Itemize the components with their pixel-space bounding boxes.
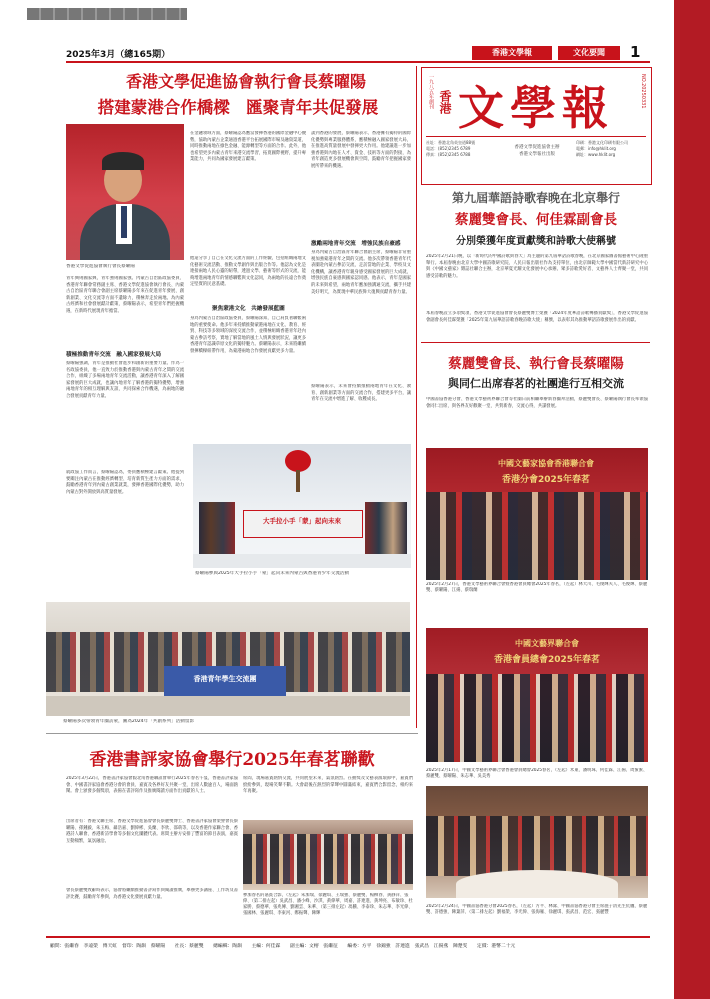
lead-col1-text-c: 就政協工作而言，蔡曜陽認為，委員應積極建言獻策。他提到要關注內蒙古在推動經濟轉型、培育新質生產力方面的需求，鼓勵香港青年到內蒙古創業就業，發揮香港國際化優勢，助力內蒙古對外開放與高質量發展。 [66, 470, 184, 495]
story4-photo [243, 820, 413, 890]
story3-photo-1 [426, 448, 648, 580]
portrait-caption: 香港文學促進協會執行會長蔡曜陽 [66, 264, 135, 269]
masthead-year: 一九八五年創刊 [428, 74, 434, 109]
story3-photo-3 [426, 786, 648, 898]
masthead-info-right: 印刷：香港文化印刷有限公司 電郵：info@hklit.org 網址：www.hklit.org [576, 140, 628, 157]
masthead-info-left: 社址：香港北角英皇道88號 電話：(852)2345 6789 傳真：(852)2345 6788 [426, 140, 476, 157]
story3-headline-1: 蔡麗雙會長、執行會長蔡曜陽 [448, 356, 624, 372]
lead-col2-text-a: 在金融領域方面，蔡曜陽認為應當發揮香港的國際金融中心優勢，協助內蒙古企業通過香港平台拓展國際市場及融資渠道，同時推動兩地在綠色金融、能源轉型等方面的合作。此外，他也希望更多內蒙古青年來港交流學習，拓寬國際視野，提升專業能力，共同為國家發展建言獻策。 [190, 131, 306, 163]
newspaper-masthead [421, 67, 652, 185]
story3-body: 中國書協香港分會、香港文學藝術界聯合會等社團日前相繼舉辦新春團拜活動，蔡麗雙會長、蔡曜陽執行會長率領協會同仁出席，與各界友好歡聚一堂，共賀新春，交流心得，共謀發展。 [426, 397, 648, 409]
lead-col1-text-b: 蔡曜陽強調，青年是推動社會進步和創新的重要力量。作為一名政協委員，他一直致力於推動香港與內蒙古青年之間的交流合作，組織了多場兩地青年交流活動，讓香港青年深入了解國家發展的巨大成就，也讓內地青年了解香港的獨特優勢，增強兩地青年的相互理解與友誼，共同探索合作機遇，為兩地的融合發展貢獻青年力量。 [66, 361, 184, 399]
story3-banner2-line2: 香港會員總會2025年春茗 [493, 655, 601, 665]
story3-headline-2: 與同仁出席春茗的社團進行互相交流 [448, 377, 624, 390]
lead-col3-text-b: 身為內蒙古自治區青年聯合會副主席，蔡曜陽非常重視加強蒙港青年之間的交流。他多次帶領香港青年代表團赴內蒙古參訪交流，走訪當地的企業、學校及文化機構，讓香港青年親身感受國家發展的巨大成就，增強民族自豪感與國家認同感。他表示，青年是國家的未來與希望，兩地青年應加強溝通交流，攜手共建美好明天，為實現中華民族偉大復興貢獻青春力量。 [311, 250, 411, 295]
story2-headline-top: 第九屆華語詩歌春晚在北京舉行 [451, 191, 620, 205]
footer-rule [46, 936, 650, 938]
story3-banner2-line1: 中國文藝界聯合會 [515, 639, 579, 648]
story4-col2-text: 席間，現場嘉賓熱情交流，共同展望未來，氣氛熱烈。在抽獎及文藝表演環節中，嘉賓們紛紛參與，現場笑聲不斷。大會最後在熱烈的掌聲中圓滿結束，嘉賓們合影留念，相約來年再聚。 [243, 776, 413, 795]
story2-headline-main: 蔡麗雙會長、何佳霖副會長 [455, 212, 617, 228]
section-tag: 香港文學報 [472, 46, 552, 60]
lead-col1-subhead: 積極推動青年交流 融入國家發展大局 [66, 352, 162, 358]
story4-top-rule [46, 733, 418, 734]
top-gray-bar [27, 8, 187, 20]
masthead-info-center: 香港文學促進協會主辦 香港文學報社出版 [514, 145, 560, 157]
lead-col2-text-b: 他還分享了自己在文化交流方面的工作經驗，包括組織兩地文化藝術交流活動、推動文學創作與出版合作等。他認為文化是連接兩地人民心靈的紐帶，透過文學、藝術等形式的交流，能夠增進兩地青年的情感聯繫與文化認同，為兩地的長遠合作奠定堅實的民意基礎。 [190, 256, 306, 288]
story4-photo-caption: 參加春茗的嘉賓合影，（左起）朱加瑞、徐麗琪、王瑞強、蔡麗雙、楊柳春、黃靜萍、張偉、（第二排左起）吳武昌、潘小峰、沙淇、黃偉華、周嘉、許連進、黃坤亮、布敏珍、杜家勝、蔡德華、張兆傳、劉湘雲、朱華、（第三排左起）馮騰、李泰珍、朱志華、李光偉、張國林、張麗琪、李東河、鄭振聲、陳輝 [243, 893, 413, 916]
story4-col1-text-c: 會長蔡麗雙致辭時表示，協會將繼續推動書評寫作與閱讀推廣，舉辦更多講座、工作坊及書評比賽，鼓勵青年參與，為香港文化發展貢獻力量。 [66, 888, 238, 900]
masthead-title: 文學報 [458, 81, 614, 135]
story2-headline-sub: 分別榮獲年度貢獻獎和詩歌大使稱號 [456, 236, 616, 247]
story3-caption-3: 2025年2月24日，中國書協香港分會2025春茗，（左起）方平、林潔、中國書協香港分會主席施子清先生伉儷、蔡麗雙、許德強、陳葉萍、（第二排左起）劉福榮、李光偉、張海雁、徐麗琪、張武昌、范宏、張麗豐 [426, 904, 648, 915]
event-photo [193, 444, 411, 568]
column-divider [416, 66, 417, 728]
group-photo-caption: 蔡曜陽多次帶領青年團訪蒙，圖為2024年「共創系列」活動留影 [63, 719, 195, 724]
story2-body-b: 本屆春晚設立多項獎項，香港文學促進協會會長蔡麗雙博士榮獲「2024年度華語詩歌傳播貢獻獎」，香港文學促進協會副會長何佳霖榮獲「2025年第九屆華語詩歌春晚詩歌大使」稱號，以表彰其為推動華語詩歌發展作出的貢獻。 [426, 311, 648, 323]
section-name: 文化要聞 [558, 46, 620, 60]
story4-col1-text-b: 出席者有：香港文聯主席、香港文學促進協會會長蔡麗雙博士、香港書評家協會榮譽會長蔡曜陽、孫鍾毅、朱玉梅、聶浩嘉、劉偉彬、吳蘭、李欣、邵萌等，以及香港作家聯合會、香港詩人聯會、香港新詩學會等多個文化團體代表。席間主辦方安排了豐富的節目表演，嘉賓互動頻繁，氣氛融洽。 [66, 819, 238, 844]
group-photo [46, 602, 410, 716]
lead-col1-text-a: 青年興則國家興，青年強則國家強。內蒙古自治區政協委員、香港青年聯會常務副主席、香港文學促進協會執行會長、內蒙古自治區青年聯合會副主席蔡曜陽多年來在促進青年發展、創新創業、文化交流等方面不遺餘力，積極奔走於兩地。為內蒙古經濟和社會發展獻計獻策，蔡曜陽表示，希望青年們把握機遇，在新時代展現青年擔當。 [66, 276, 184, 314]
group-banner-text: 香港青年學生交流團 [193, 675, 257, 683]
lead-col3-text-a: 談到香港的發展，蔡曜陽表示，香港擁有獨特的國際化優勢與專業服務體系，應積極融入國家發展大局，在推進高質量發展中發揮更大作用。他建議進一步加強香港與內地在人才、資金、技術等方面的對接，為青年創造更多發展機會與空間，鼓勵青年把握國家發展所帶來的機遇。 [311, 131, 411, 169]
story2-divider [421, 342, 650, 343]
story3-photo-2 [426, 628, 648, 762]
portrait-photo [66, 124, 184, 260]
event-banner-text: 大手拉小手「蒙」起向未來 [263, 517, 341, 525]
story3-caption-2: 2025年2月17日，中國文學藝術界聯合會香港會員總會2025春茗，（左起）米東、潘明珠、何佳霖、江揚、周蜜蜜、蔡麗雙、蔡曜陽、朱志華、吳美秀 [426, 768, 648, 779]
lead-headline-1: 香港文學促進協會執行會長蔡曜陽 [125, 72, 366, 91]
masthead-reg: NO.20250331 [640, 74, 646, 109]
page-number: 1 [630, 43, 641, 61]
story4-col1-text: 2025年3月22日，香港書評家協會假北角香港聯誼會舉行2025年春茗午宴，香港書評家協會、中國書評家協會香港分會的會員、嘉賓及各界好友共聚一堂，出席人數逾百人，場面熱鬧。會上頒發多個獎項，表揚在書評寫作及推廣閱讀方面作出貢獻的人士。 [66, 776, 238, 795]
story4-headline: 香港書評家協會舉行2025年春茗聯歡 [89, 750, 375, 770]
masthead-city: 香港 [438, 90, 452, 114]
lead-col2-text-c: 身為內蒙古自治區政協委員，蔡曜陽深知，自己肩負著聯繫兩地的重要使命。他多年來持續推動蒙港兩地在文化、教育、經貿、科技等多領域的深度交流合作，並積極組織香港青年赴內蒙古參訪考察，實地了解當地的風土人情與發展狀況，讓更多香港青年認識草原文化的獨特魅力。蔡曜陽表示，未來將繼續發揮橋樑紐帶作用，為蒙港兩地合作發展貢獻更多力量。 [190, 316, 306, 354]
masthead-rule [66, 61, 650, 63]
event-photo-caption: 蔡曜陽參與2025年大手拉小手「蒙」起向未來內蒙古與香港青少年交流活動 [195, 571, 350, 576]
footer-credits: 顧問：張繼春 李遠榮 傅天虹 督印：陶韻 蔡曜陽 社長：蔡麗雙 總編輯：陶韻 主編：何佳霖 副主編：文榕 張繼征 編委：方平 徐錦強 許連進 張武昌 江揚燕 陳楚雯 定價：港幣二十元 [50, 944, 516, 949]
lead-col3-subhead: 激勵兩地青年交流 增強民族自豪感 [311, 241, 401, 247]
right-red-sidebar [674, 0, 710, 999]
lead-col2-subhead: 聚焦蒙港文化 共繪發展藍圖 [212, 306, 285, 312]
story2-body-a: 2025年2月21日晚，以「新時代的中國詩歌與春天」為主題的第九屆華語詩歌春晚，在北京國家圖書館藝術中心隆重舉行。本屆春晚由北京大學中國詩歌研究院、人民日報出版社作為支持單位，由北京師範大學中國當代新詩研究中心與《中國文藝家》雜誌社聯合主辦，北京華夏光耀文化發展中心承辦。眾多詩歌愛好者、文藝界人士齊聚一堂，共同感受詩歌的魅力。 [426, 254, 648, 279]
story3-banner1-line1: 中國文藝家協會香港聯合會 [498, 459, 594, 468]
date-issue: 2025年3月（總165期） [66, 50, 171, 60]
lead-headline-2: 搭建蒙港合作橋樑 匯聚青年共促發展 [97, 98, 379, 117]
story3-banner1-line2: 香港分會2025年春茗 [501, 475, 591, 485]
story3-caption-1: 2025年2月27日，香港文學藝術界聯合會暨香港會員總會2025年春茗，（左起）林大川、毛俊輝夫人、毛俊輝、蔡麗雙、蔡曜陽、江揚、蔡瑞蘭 [426, 582, 648, 593]
lead-col3-text-c: 蔡曜陽表示，未來會持續推動兩地青年在文化、教育、創新創業等方面的交流合作，搭建更多平台，讓青年在交流中增進了解、收穫成長。 [311, 384, 411, 403]
